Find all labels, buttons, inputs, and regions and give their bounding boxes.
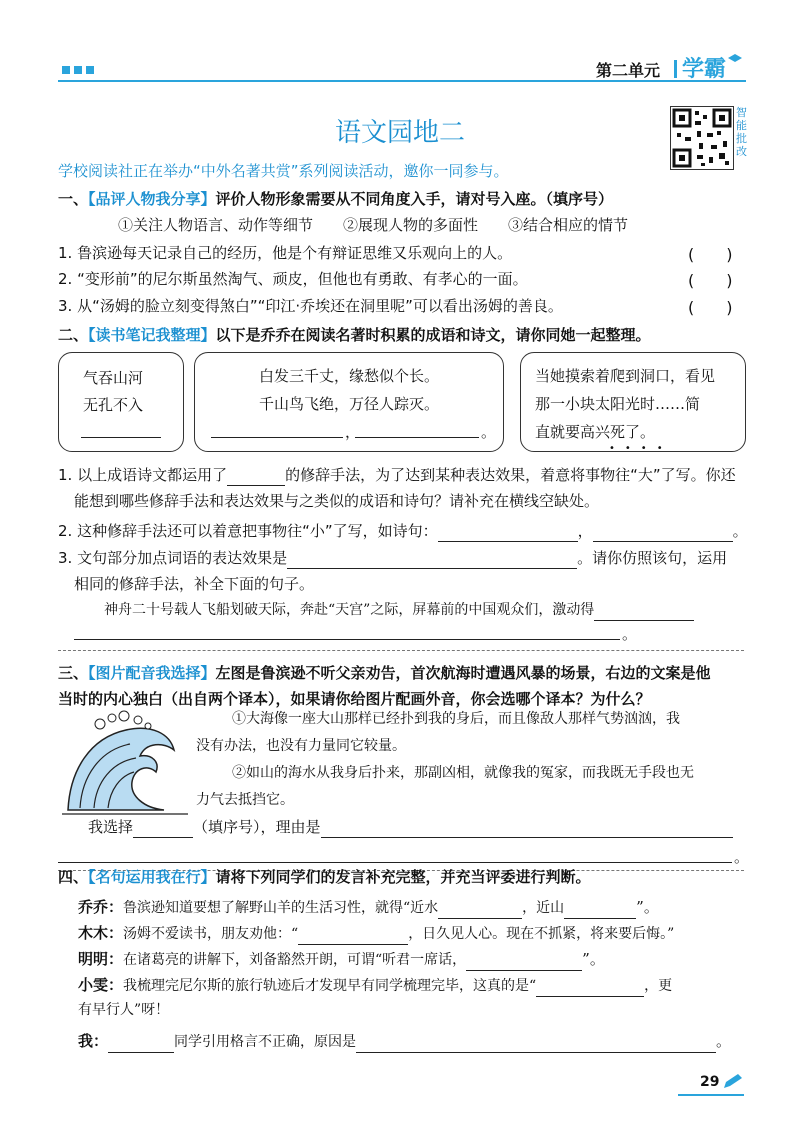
fill-blank[interactable] (81, 423, 161, 438)
section-tag: 【读书笔记我整理】 (88, 326, 216, 344)
answer-blank[interactable]: ( ) (688, 245, 733, 264)
poem-line: 千山鸟飞绝，万径人踪灭。 (259, 395, 440, 413)
section-3-instruction-cont: 当时的内心独白（出自两个译本），如果请你给图片配画外音，你会选哪个译本？为什么？ (58, 690, 651, 708)
poem-box: 白发三千丈，缘愁似个长。 千山鸟飞绝，万径人踪灭。 ， 。 (194, 352, 504, 452)
fill-blank[interactable] (321, 823, 733, 838)
footer-rule (678, 1094, 744, 1096)
unit-label: 第二单元 (596, 61, 661, 80)
speaker: 明明： (78, 950, 124, 968)
header-decoration (62, 66, 94, 74)
translation-option-2-cont: 力气去抵挡它。 (196, 792, 294, 808)
excerpt-box (520, 352, 746, 452)
question-2-3-cont: 相同的修辞手法，补全下面的句子。 (74, 575, 315, 593)
fill-blank[interactable] (438, 527, 578, 542)
fill-blank[interactable] (438, 904, 522, 919)
speaker: 我： (78, 1032, 109, 1050)
dialogue-line: 小雯：我梳理完尼尔斯的旅行轨迹后才发现早有同学梳理完毕，这真的是“ ，更 (78, 974, 672, 997)
question-2-1: 1. 以上成语诗文都运用了 的修辞手法，为了达到某种表达效果，着意将事物往“大”了写。你还 (58, 466, 736, 484)
section-1-heading (58, 188, 613, 209)
pencil-icon (722, 1072, 744, 1090)
fill-blank[interactable] (211, 423, 343, 438)
fill-blank[interactable] (74, 625, 620, 640)
question-2-2: 2. 这种修辞手法还可以着意把事物往“小”了写，如诗句： ， 。 (58, 522, 748, 540)
answer-blank[interactable]: ( ) (688, 298, 733, 317)
speaker: 乔乔： (78, 898, 124, 916)
fill-blank[interactable] (287, 554, 577, 569)
header-divider (674, 60, 677, 78)
section-tag: 【名句运用我在行】 (88, 868, 216, 886)
fill-blank[interactable] (594, 606, 694, 621)
divider (58, 650, 744, 651)
fill-blank[interactable] (355, 423, 479, 438)
qr-code-icon[interactable] (670, 106, 734, 170)
section-instruction: 以下是乔乔在阅读名著时积累的成语和诗文，请你同她一起整理。 (215, 326, 651, 344)
excerpt-line: 那一小块太阳光时……简 (535, 395, 701, 413)
speaker: 小雯： (78, 976, 124, 994)
option-list: ①关注人物语言、动作等细节 ②展现人物的多面性 ③结合相应的情节 (118, 216, 629, 234)
question-item: 3. 从“汤姆的脸立刻变得煞白”“印江·乔埃还在洞里呢”可以看出汤姆的善良。 (58, 297, 563, 315)
section-4-heading (58, 866, 591, 887)
section-3-heading (58, 662, 711, 683)
choice-line: 我选择 （填序号），理由是 (88, 816, 733, 838)
fill-blank[interactable] (593, 527, 733, 542)
fill-blank[interactable] (298, 930, 408, 945)
section-number: 二、 (58, 326, 89, 344)
dialogue-line: 木木：汤姆不爱读书，朋友劝他：“ ，日久见人心。现在不抓紧，将来要后悔。” (78, 922, 674, 945)
sentence-prompt: 神舟二十号载人飞船划破天际，奔赴“天宫”之际，屏幕前的中国观众们，激动得 (104, 599, 694, 621)
section-number: 四、 (58, 868, 89, 886)
idiom-box (58, 352, 184, 452)
section-instruction: 请将下列同学们的发言补充完整，并充当评委进行判断。 (215, 868, 591, 886)
graduation-cap-icon (728, 54, 742, 66)
ocean-wave-illustration (60, 710, 190, 820)
translation-option-1: ①大海像一座大山那样已经扑到我的身后，而且像敌人那样气势汹汹，我 (232, 711, 680, 727)
dialogue-line: 乔乔：鲁滨逊知道要想了解野山羊的生活习性，就得“近水 ，近山 ”。 (78, 896, 659, 919)
translation-option-1-cont: 没有办法，也没有力量同它较量。 (196, 738, 406, 754)
qr-caption: 智能批改 (736, 106, 747, 158)
intro-text: 学校阅读社正在举办“中外名著共赏”系列阅读活动，邀你一同参与。 (58, 162, 509, 180)
fill-blank[interactable] (58, 848, 732, 863)
excerpt-line: 直就要高兴死了。 (535, 423, 656, 441)
section-instruction: 左图是鲁滨逊不听父亲劝告，首次航海时遭遇风暴的场景，右边的文案是他 (215, 664, 711, 682)
idiom: 无孔不入 (83, 396, 144, 414)
fill-blank[interactable] (564, 904, 636, 919)
translation-option-2: ②如山的海水从我身后扑来，那副凶相，就像我的冤家，而我既无手段也无 (232, 765, 694, 781)
fill-blank[interactable] (133, 823, 193, 838)
question-2-3: 3. 文句部分加点词语的表达效果是 。请你仿照该句，运用 (58, 549, 728, 567)
dialogue-line: 我： 同学引用格言不正确，原因是 。 (78, 1030, 731, 1053)
dialogue-line: 明明：在诸葛亮的讲解下，刘备豁然开朗，可谓“听君一席话， ”。 (78, 948, 605, 971)
fill-blank[interactable] (466, 956, 582, 971)
answer-blank[interactable]: ( ) (688, 271, 733, 290)
section-2-heading (58, 324, 651, 345)
poem-line: 白发三千丈，缘愁似个长。 (259, 367, 440, 385)
section-number: 三、 (58, 664, 89, 682)
speaker: 木木： (78, 924, 124, 942)
dialogue-line-cont: 有早行人”呀！ (78, 1002, 170, 1018)
idiom: 气吞山河 (83, 369, 144, 387)
excerpt-line: 当她摸索着爬到洞口，看见 (535, 367, 716, 385)
fill-blank[interactable] (108, 1038, 174, 1053)
page-number: 29 (700, 1074, 720, 1090)
question-2-1-cont: 能想到哪些修辞手法和表达效果与之类似的成语和诗句？请补充在横线空缺处。 (74, 492, 600, 510)
emphasis-dots: •••• (609, 443, 673, 454)
section-number: 一、 (58, 190, 89, 208)
fill-blank[interactable] (536, 982, 644, 997)
fill-blank[interactable] (227, 471, 285, 486)
question-item: 2. “变形前”的尼尔斯虽然淘气、顽皮，但他也有勇敢、有孝心的一面。 (58, 270, 528, 288)
section-instruction: 评价人物形象需要从不同角度入手，请对号入座。（填序号） (215, 190, 614, 208)
page-title: 语文园地二 (334, 118, 465, 148)
question-item: 1. 鲁滨逊每天记录自己的经历，他是个有辩证思维又乐观向上的人。 (58, 244, 513, 262)
section-tag: 【品评人物我分享】 (88, 190, 216, 208)
brand-logo: 学霸 (682, 57, 727, 82)
fill-blank[interactable] (356, 1038, 716, 1053)
section-tag: 【图片配音我选择】 (88, 664, 216, 682)
